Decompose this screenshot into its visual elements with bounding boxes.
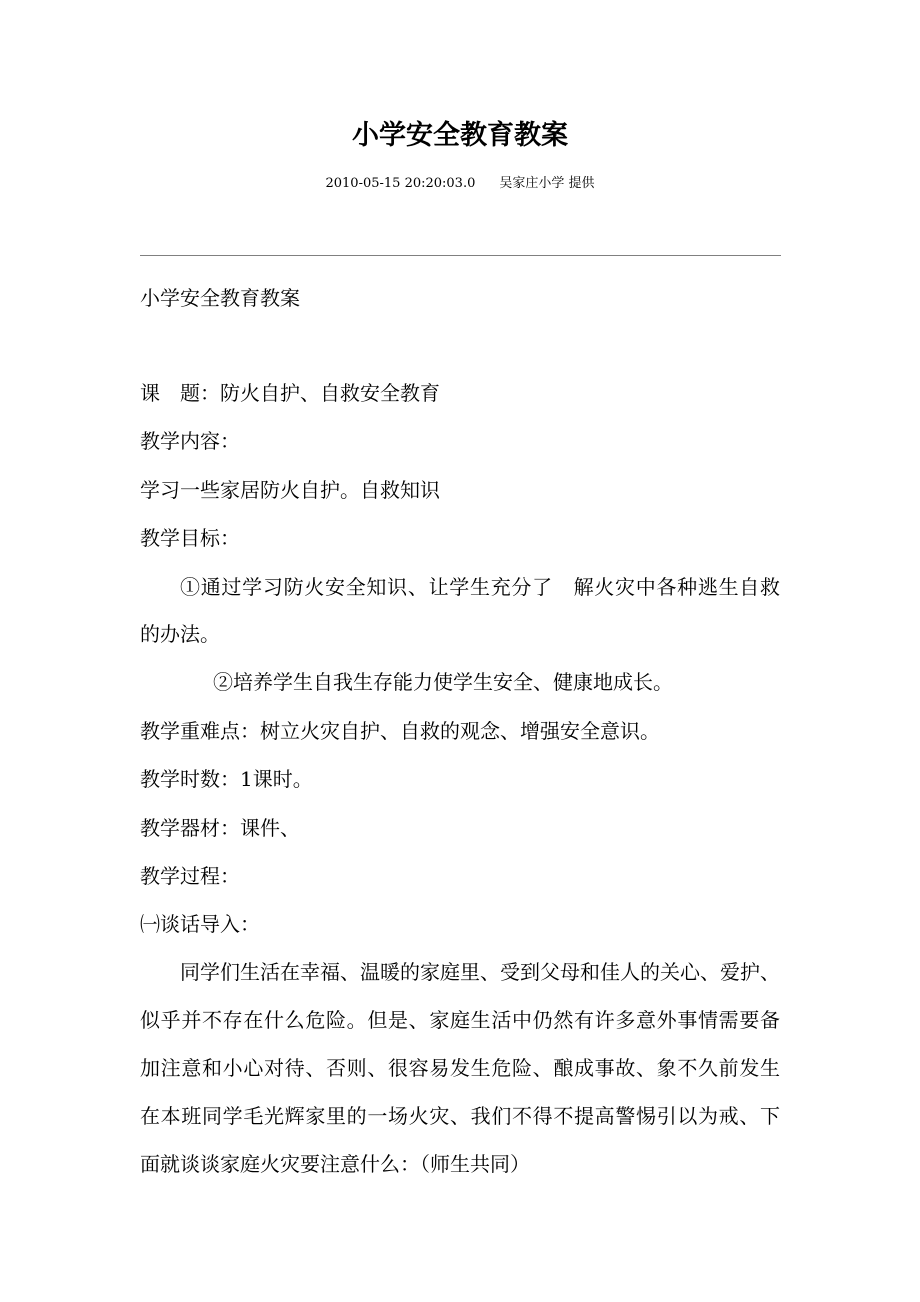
document-title: 小学安全教育教案 [352, 120, 568, 151]
text-line: ①通过学习防火安全知识、让学生充分了 解火灾中各种逃生自救 [180, 575, 780, 599]
text-line: 教学时数：1课时。 [140, 767, 313, 791]
divider [140, 255, 781, 256]
text-line: 教学内容： [140, 429, 240, 453]
text-line: 似乎并不存在什么危险。但是、家庭生活中仍然有许多意外事情需要备 [140, 1008, 780, 1032]
text-line: 教学目标： [140, 526, 240, 550]
text-line: 同学们生活在幸福、温暖的家庭里、受到父母和佳人的关心、爱护、 [180, 960, 780, 984]
text-line: 面就谈谈家庭火灾要注意什么：（师生共同） [140, 1152, 530, 1176]
text-line: 课 题：防火自护、自救安全教育 [140, 381, 440, 405]
text-line: 的办法。 [140, 622, 220, 646]
timestamp: 2010-05-15 20:20:03.0 [325, 176, 476, 191]
text-line: ②培养学生自我生存能力使学生安全、健康地成长。 [213, 670, 673, 694]
document-meta [0, 175, 920, 193]
text-line: 教学器材：课件、 [140, 816, 300, 840]
text-line: 教学重难点：树立火灾自护、自救的观念、增强安全意识。 [140, 719, 660, 743]
text-line: 在本班同学毛光辉家里的一场火灾、我们不得不提高警惕引以为戒、下 [140, 1104, 780, 1128]
text-line: 学习一些家居防火自护。自救知识 [140, 478, 440, 502]
text-line: 教学过程： [140, 864, 240, 888]
body-heading: 小学安全教育教案 [140, 286, 300, 310]
text-line: 加注意和小心对待、否则、很容易发生危险、酿成事故、象不久前发生 [140, 1056, 780, 1080]
provider: 吴家庄小学 提供 [499, 176, 595, 191]
text-line: ㈠谈话导入： [140, 912, 260, 936]
